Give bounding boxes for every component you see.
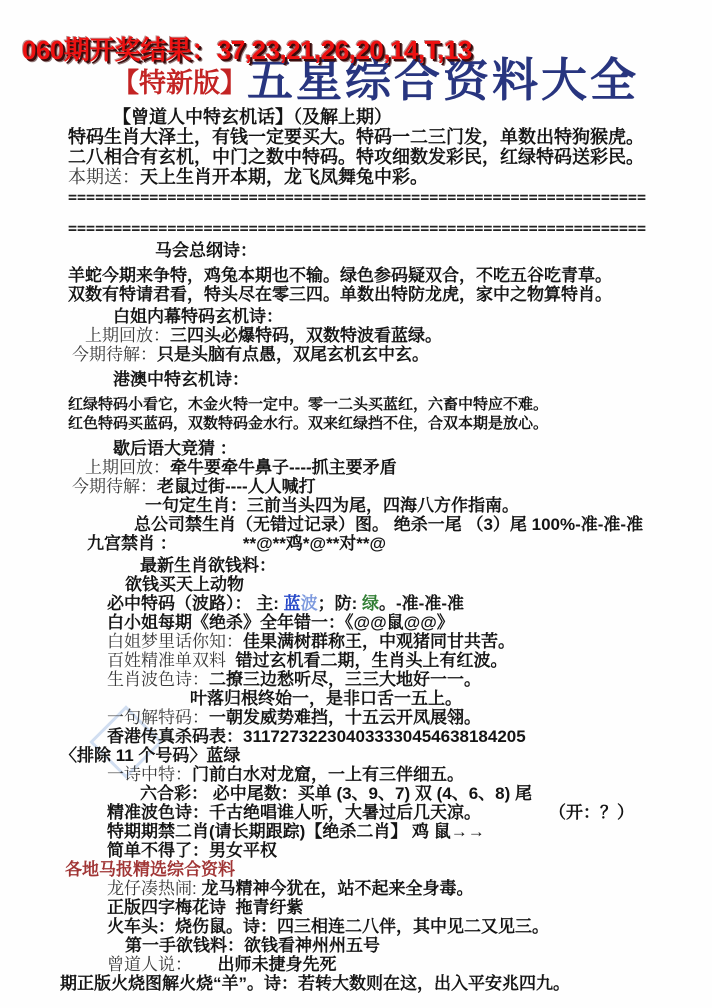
text-line xyxy=(107,841,712,860)
text-line xyxy=(68,147,712,167)
text-segment: 白姐内幕特码玄机诗： xyxy=(113,307,283,326)
text-line xyxy=(60,746,712,765)
text-segment: 白姐梦里话你知： xyxy=(107,632,243,651)
text-segment: 佳果满树群称王，中观猪同甘共苦。 xyxy=(243,632,515,651)
text-segment: 〈排除 11 个号码〉蓝绿 xyxy=(60,746,241,765)
section-zengdaoren xyxy=(113,107,712,127)
separator xyxy=(68,221,712,235)
text-line xyxy=(125,575,712,594)
text-line xyxy=(107,613,712,632)
text-line xyxy=(68,285,712,304)
text-line xyxy=(107,670,712,689)
text-segment: 本期送： xyxy=(68,167,140,187)
text-segment: 蓝 xyxy=(283,594,301,613)
text-segment: 简单不得了：男女平权 xyxy=(107,841,277,860)
text-line xyxy=(134,515,712,534)
text-segment: 红色特码买蓝码，双数特码金水行。双来红绿挡不住，合双本期是放心。 xyxy=(68,415,549,432)
text-segment: 上期回放： xyxy=(85,458,170,477)
text-segment: 正版四字梅花诗 拖青纡紫 xyxy=(107,898,304,917)
text-line xyxy=(190,689,712,708)
text-segment: 今期待解： xyxy=(72,345,157,364)
text-segment: 总公司禁生肖（无错过记录）图。 绝杀一尾 （3）尾 100%-准-准-准 xyxy=(134,515,644,534)
text-segment: 红绿特码小看它，木金火特一定中。零一二头买蓝红，六畜中特应不难。 xyxy=(68,396,549,413)
text-segment: 三四头必爆特码，双数特波看蓝绿。 xyxy=(170,326,442,345)
text-line xyxy=(145,496,712,515)
text-line xyxy=(60,974,712,993)
section-xiehouyu xyxy=(113,439,712,458)
text-segment: 一句定生肖：三前当头四为尾，四海八方作指南。 xyxy=(145,496,519,515)
text-line xyxy=(107,651,712,670)
text-segment: 六合彩： 必中尾数：买单 (3、9、7) 双 (4、6、8) 尾 xyxy=(140,784,532,803)
text-line xyxy=(107,765,712,784)
text-segment: 【曾道人中特玄机话】（及解上期） xyxy=(113,107,392,127)
text-segment: 绿 xyxy=(362,594,379,613)
text-line xyxy=(107,708,712,727)
section-yuqian xyxy=(140,556,712,575)
draw-result-banner: 060期开奖结果：37,23,21,26,20,14,T,13 xyxy=(22,35,472,65)
section-mahui xyxy=(155,241,712,260)
text-segment: 精准波色诗：千古绝唱谁人听，大暑过后几天凉。 （开：？） xyxy=(107,803,634,822)
text-segment: 特码生肖大泽土，有钱一定要买大。特码一二三门发，单数出特狗猴虎。 xyxy=(68,127,644,147)
text-line xyxy=(68,414,712,433)
section-gangao xyxy=(113,370,712,389)
text-segment: 九宫禁肖 ： **@**鸡*@**对**@ xyxy=(87,534,387,553)
text-segment: 期正版火烧图解火烧“羊”。诗：若转大数则在这，出入平安兆四九。 xyxy=(60,974,570,993)
text-line xyxy=(107,727,712,746)
content-lines xyxy=(0,107,712,993)
text-line xyxy=(72,477,712,496)
text-segment: 百姓精准单双料 xyxy=(107,651,236,670)
text-segment: 只是头脑有点愚，双尾玄机玄中玄。 xyxy=(157,345,429,364)
separator xyxy=(68,190,712,204)
text-segment: ；防: xyxy=(317,594,362,613)
text-segment: 特期期禁二肖(请长期跟踪)【绝杀二肖】 鸡 鼠→→ xyxy=(107,822,485,841)
text-segment: 羊蛇今期来争特，鸡兔本期也不输。绿色参码疑双合，不吃五谷吃青草。 xyxy=(68,266,612,285)
text-segment: 一句解特码： xyxy=(107,708,209,727)
text-line xyxy=(68,127,712,147)
text-segment: 叶落归根终始一，是非口舌一五上。 xyxy=(190,689,462,708)
text-line xyxy=(68,167,712,187)
text-line xyxy=(68,266,712,285)
text-segment: 牵牛要牵牛鼻子----抓主要矛盾 xyxy=(170,458,397,477)
text-segment: 白小姐每期《绝杀》全年错一：《@@鼠@@》 xyxy=(107,613,454,632)
text-segment: 曾道人说： xyxy=(107,955,184,974)
text-segment: 二八相合有玄机，中门之数中特码。特攻细数发彩民，红绿特码送彩民。 xyxy=(68,147,644,167)
text-segment: 天上生肖开本期，龙飞凤舞兔中彩。 xyxy=(140,167,428,187)
title-text: 五星综合资料大全 xyxy=(247,55,639,106)
text-segment: 错过玄机看二期，生肖头上有红波。 xyxy=(235,651,508,670)
text-segment: 第一手欲钱料：欲钱看神州州五号 xyxy=(125,936,380,955)
text-line xyxy=(107,803,712,822)
text-line xyxy=(85,326,712,345)
text-segment: 火车头：烧伤鼠。诗：四三相连二八伴，其中见二又见三。 xyxy=(107,917,549,936)
text-line xyxy=(85,458,712,477)
text-segment: 欲钱买天上动物 xyxy=(125,575,244,594)
text-line xyxy=(68,395,712,414)
text-line xyxy=(107,822,712,841)
text-segment: 最新生肖欲钱料： xyxy=(140,556,276,575)
text-segment: 香港传真杀码表：311727322304033330454638184205 xyxy=(107,727,526,746)
text-line xyxy=(107,917,712,936)
text-line xyxy=(107,632,712,651)
text-segment: 出师未捷身先死 xyxy=(183,955,337,974)
text-segment: 一诗中特： xyxy=(107,765,192,784)
text-segment: 二撩三边愁听尽，三三大地好一一。 xyxy=(209,670,481,689)
text-segment: ================================================================ xyxy=(68,188,646,206)
text-segment: 必中特码（波路）： 主: xyxy=(107,594,284,613)
text-segment: 今期待解： xyxy=(72,477,157,496)
text-segment: 双数有特请君看，特头尽在零三四。单数出特防龙虎，家中之物算特肖。 xyxy=(68,285,612,304)
text-segment: 上期回放： xyxy=(85,326,170,345)
text-segment: 马会总纲诗： xyxy=(155,241,257,260)
text-line xyxy=(107,898,712,917)
text-segment: ================================================================ xyxy=(68,219,646,237)
text-line xyxy=(72,345,712,364)
text-line xyxy=(107,594,712,613)
text-segment: 一朝发威势难挡，十五云开凤展翎。 xyxy=(209,708,481,727)
section-gedi-mabao xyxy=(65,860,712,879)
text-segment: 生肖波色诗： xyxy=(107,670,209,689)
edition-tag: 【特新版】 xyxy=(112,68,247,98)
text-line xyxy=(140,784,712,803)
text-segment: 各地马报精选综合资料 xyxy=(65,860,235,879)
text-segment: 港澳中特玄机诗： xyxy=(113,370,249,389)
text-segment: 。-准-准-准 xyxy=(379,594,464,613)
text-line xyxy=(125,936,712,955)
text-segment: 龙仔凑热闹: xyxy=(107,879,202,898)
text-segment: 老鼠过街----人人喊打 xyxy=(157,477,316,496)
text-line xyxy=(107,955,712,974)
text-segment: 门前白水对龙窟，一上有三伴细五。 xyxy=(192,765,464,784)
text-segment: 歇后语大竞猜 ： xyxy=(113,439,237,458)
section-baijie xyxy=(113,307,712,326)
text-segment: 波 xyxy=(300,594,318,613)
text-line xyxy=(87,534,712,553)
text-line xyxy=(107,879,712,898)
text-segment: 龙马精神今犹在，站不起来全身毒。 xyxy=(201,879,474,898)
